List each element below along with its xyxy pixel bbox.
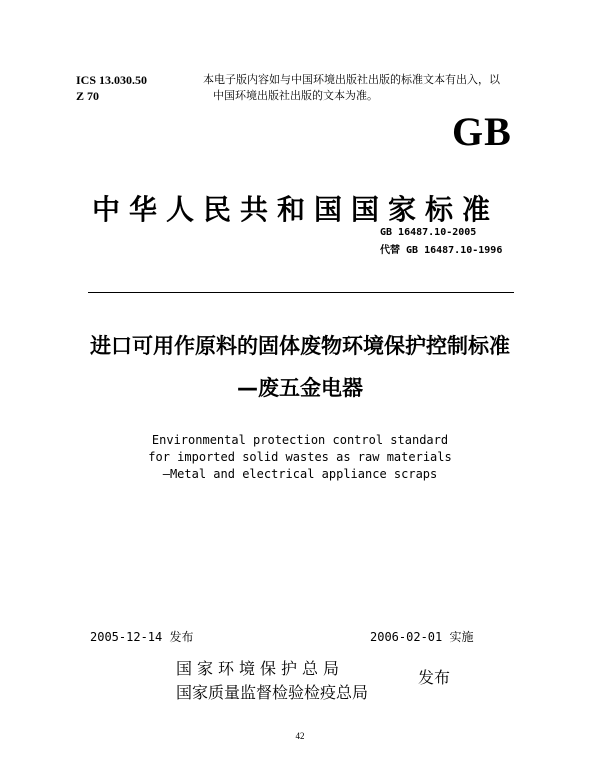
issuing-org-2: 国家质量监督检验检疫总局 — [176, 683, 369, 702]
gb-logo: GB — [452, 109, 512, 154]
edition-notice — [203, 72, 500, 104]
ccs-code: Z 70 — [76, 89, 100, 103]
title-en-line-1: Environmental protection control standard — [151, 433, 449, 447]
national-standard-title: 中华人民共和国国家标准 — [92, 193, 500, 226]
classification-codes — [76, 72, 147, 104]
notice-line-2: 中国环境出版社出版的文本为准。 — [213, 89, 378, 102]
document-subtitle-cn: —废五金电器 — [237, 376, 363, 400]
title-en-line-3: —Metal and electrical appliance scraps — [162, 467, 438, 481]
title-en-line-2: for imported solid wastes as raw materials — [148, 450, 452, 464]
standard-codes — [380, 224, 502, 260]
ics-code: ICS 13.030.50 — [76, 73, 148, 87]
page-number: 42 — [295, 731, 305, 741]
replaces-code: 代替 GB 16487.10-1996 — [380, 245, 503, 256]
issuing-org-1: 国家环境保护总局 — [176, 659, 345, 678]
document-title-en — [0, 432, 600, 483]
publish-label: 发布 — [418, 668, 451, 687]
implementation-date: 2006-02-01 实施 — [370, 630, 474, 644]
issue-date: 2005-12-14 发布 — [90, 630, 194, 644]
notice-line-1: 本电子版内容如与中国环境出版社出版的标准文本有出入，以 — [203, 73, 500, 86]
standard-code: GB 16487.10-2005 — [380, 227, 477, 238]
divider-rule — [88, 292, 514, 293]
document-title-cn: 进口可用作原料的固体废物环境保护控制标准 — [90, 334, 510, 358]
